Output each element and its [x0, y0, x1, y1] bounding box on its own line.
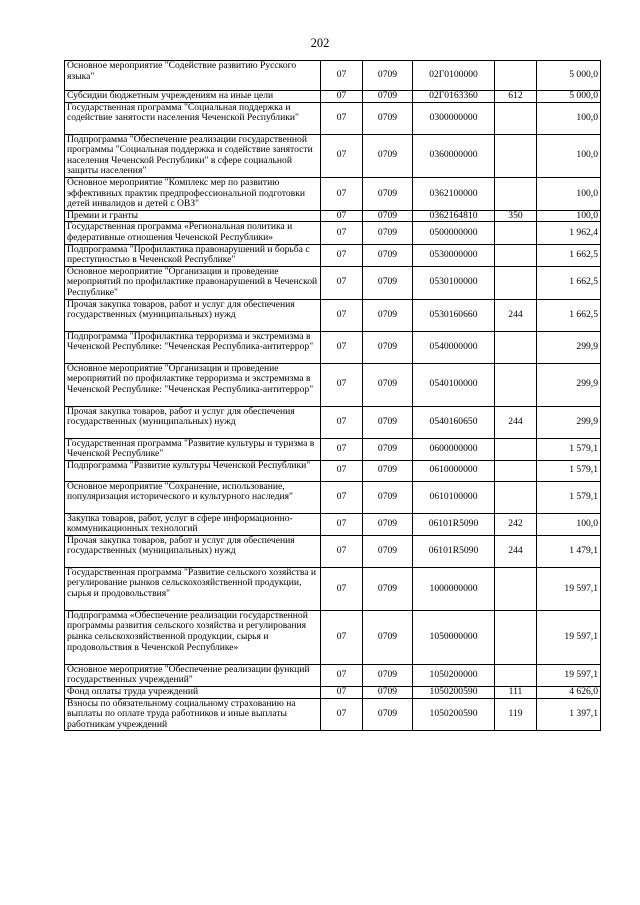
row-target-article: 0600000000 [413, 438, 495, 460]
row-target-article: 0530160660 [413, 299, 495, 331]
row-section: 07 [321, 438, 363, 460]
row-expense-type: 244 [495, 406, 537, 438]
row-target-article: 1050200000 [413, 664, 495, 686]
table-row [65, 134, 601, 177]
row-expense-type [495, 610, 537, 664]
row-section: 07 [321, 698, 363, 731]
row-amount: 1 579,1 [537, 460, 601, 481]
row-target-article: 0362164810 [413, 210, 495, 222]
row-target-article: 1000000000 [413, 567, 495, 610]
row-expense-type [495, 222, 537, 244]
row-amount: 1 479,1 [537, 535, 601, 567]
row-name: Субсидии бюджетным учреждениям на иные цели [65, 91, 321, 103]
row-name: Подпрограмма "Профилактика терроризма и экстремизма в Чеченской Республике: "Чеченская Республика-антитеррор" [65, 331, 321, 363]
row-name: Взносы по обязательному социальному страхованию на выплаты по оплате труда работников и иные выплаты работникам учреждений [65, 698, 321, 731]
row-name: Основное мероприятие "Организация и проведение мероприятий по профилактике терроризма и экстремизма в Чеченской Республике: "Чеченская Республика-антитеррор" [65, 363, 321, 406]
row-expense-type [495, 266, 537, 299]
row-subsection: 0709 [363, 222, 413, 244]
table-row [65, 91, 601, 103]
row-section: 07 [321, 134, 363, 177]
row-amount: 100,0 [537, 513, 601, 535]
row-subsection: 0709 [363, 61, 413, 91]
row-subsection: 0709 [363, 177, 413, 210]
row-expense-type: 244 [495, 535, 537, 567]
row-subsection: 0709 [363, 331, 413, 363]
row-target-article: 0610000000 [413, 460, 495, 481]
row-amount: 1 579,1 [537, 481, 601, 513]
row-expense-type: 244 [495, 299, 537, 331]
row-name: Основное мероприятие "Комплекс мер по развитию эффективных практик предпрофессиональной подготовки детей инвалидов и детей с ОВЗ" [65, 177, 321, 210]
row-amount: 1 962,4 [537, 222, 601, 244]
row-target-article: 0540160650 [413, 406, 495, 438]
table-row [65, 687, 601, 699]
row-target-article: 0360000000 [413, 134, 495, 177]
table-row [65, 299, 601, 331]
row-target-article: 0530100000 [413, 266, 495, 299]
row-target-article: 02Г0100000 [413, 61, 495, 91]
row-subsection: 0709 [363, 406, 413, 438]
row-section: 07 [321, 535, 363, 567]
row-name: Государственная программа "Социальная поддержка и содействие занятости населения Чеченской Республики" [65, 102, 321, 134]
row-expense-type [495, 177, 537, 210]
row-amount: 299,9 [537, 331, 601, 363]
row-expense-type [495, 134, 537, 177]
row-subsection: 0709 [363, 102, 413, 134]
table-row [65, 406, 601, 438]
row-expense-type: 350 [495, 210, 537, 222]
row-name: Прочая закупка товаров, работ и услуг для обеспечения государственных (муниципальных) нужд [65, 406, 321, 438]
row-target-article: 06101R5090 [413, 535, 495, 567]
budget-table [64, 60, 601, 731]
row-target-article: 0610100000 [413, 481, 495, 513]
row-amount: 1 662,5 [537, 266, 601, 299]
row-name: Государственная программа «Региональная политика и федеративные отношения Чеченской Республики» [65, 222, 321, 244]
row-amount: 1 397,1 [537, 698, 601, 731]
row-subsection: 0709 [363, 134, 413, 177]
row-name: Премии и гранты [65, 210, 321, 222]
table-row [65, 481, 601, 513]
row-section: 07 [321, 567, 363, 610]
row-name: Государственная программа "Развитие сельского хозяйства и регулирование рынков сельскохозяйственной продукции, сырья и продовольствия" [65, 567, 321, 610]
row-amount: 299,9 [537, 363, 601, 406]
row-name: Подпрограмма "Обеспечение реализации государственной программы "Социальная поддержка и содействие занятости населения Чеченской Республики" в сфере социальной защиты населения" [65, 134, 321, 177]
row-name: Основное мероприятие "Обеспечение реализации функций государственных учреждений" [65, 664, 321, 686]
row-subsection: 0709 [363, 687, 413, 699]
row-subsection: 0709 [363, 567, 413, 610]
row-subsection: 0709 [363, 460, 413, 481]
table-row [65, 513, 601, 535]
row-expense-type [495, 102, 537, 134]
row-section: 07 [321, 481, 363, 513]
row-subsection: 0709 [363, 363, 413, 406]
row-subsection: 0709 [363, 91, 413, 103]
row-expense-type: 111 [495, 687, 537, 699]
table-row [65, 61, 601, 91]
row-expense-type [495, 567, 537, 610]
row-subsection: 0709 [363, 610, 413, 664]
row-name: Основное мероприятие "Организация и проведение мероприятий по профилактике правонарушений в Чеченской Республике" [65, 266, 321, 299]
row-amount: 100,0 [537, 210, 601, 222]
table-row [65, 331, 601, 363]
row-target-article: 0540100000 [413, 363, 495, 406]
row-amount: 5 000,0 [537, 91, 601, 103]
row-expense-type: 242 [495, 513, 537, 535]
row-section: 07 [321, 244, 363, 266]
row-name: Государственная программа "Развитие культуры и туризма в Чеченской Республике" [65, 438, 321, 460]
table-row [65, 222, 601, 244]
row-target-article: 0362100000 [413, 177, 495, 210]
row-target-article: 0540000000 [413, 331, 495, 363]
row-amount: 4 626,0 [537, 687, 601, 699]
row-section: 07 [321, 102, 363, 134]
row-subsection: 0709 [363, 513, 413, 535]
row-amount: 1 662,5 [537, 299, 601, 331]
row-amount: 19 597,1 [537, 664, 601, 686]
row-subsection: 0709 [363, 698, 413, 731]
row-name: Подпрограмма "Развитие культуры Чеченской Республики" [65, 460, 321, 481]
row-section: 07 [321, 363, 363, 406]
table-row [65, 266, 601, 299]
row-name: Закупка товаров, работ, услуг в сфере информационно-коммуникационных технологий [65, 513, 321, 535]
table-row [65, 177, 601, 210]
table-row [65, 438, 601, 460]
row-section: 07 [321, 331, 363, 363]
table-row [65, 610, 601, 664]
row-target-article: 06101R5090 [413, 513, 495, 535]
row-section: 07 [321, 299, 363, 331]
row-amount: 299,9 [537, 406, 601, 438]
row-expense-type [495, 61, 537, 91]
row-section: 07 [321, 406, 363, 438]
row-target-article: 0530000000 [413, 244, 495, 266]
row-amount: 19 597,1 [537, 567, 601, 610]
row-section: 07 [321, 266, 363, 299]
table-row [65, 102, 601, 134]
row-name: Основное мероприятие "Содействие развитию Русского языка" [65, 61, 321, 91]
row-expense-type [495, 244, 537, 266]
table-row [65, 363, 601, 406]
row-section: 07 [321, 687, 363, 699]
row-expense-type [495, 438, 537, 460]
row-amount: 1 579,1 [537, 438, 601, 460]
row-amount: 5 000,0 [537, 61, 601, 91]
table-row [65, 460, 601, 481]
row-name: Подпрограмма «Обеспечение реализации государственной программы развития сельского хозяйства и регулирования рынка сельскохозяйственной продукции, сырья и продовольствия в Чеченской Республике» [65, 610, 321, 664]
row-target-article: 0300000000 [413, 102, 495, 134]
table-row [65, 535, 601, 567]
row-expense-type [495, 664, 537, 686]
row-name: Основное мероприятие "Сохранение, использование, популяризация исторического и культурного наследия" [65, 481, 321, 513]
row-section: 07 [321, 610, 363, 664]
row-section: 07 [321, 460, 363, 481]
row-expense-type [495, 460, 537, 481]
row-subsection: 0709 [363, 210, 413, 222]
row-section: 07 [321, 61, 363, 91]
table-row [65, 567, 601, 610]
row-section: 07 [321, 664, 363, 686]
row-expense-type [495, 363, 537, 406]
table-row [65, 664, 601, 686]
row-target-article: 0500000000 [413, 222, 495, 244]
row-subsection: 0709 [363, 266, 413, 299]
row-subsection: 0709 [363, 664, 413, 686]
row-subsection: 0709 [363, 299, 413, 331]
page-number: 202 [310, 36, 330, 50]
row-section: 07 [321, 513, 363, 535]
row-target-article: 1050200590 [413, 687, 495, 699]
row-name: Прочая закупка товаров, работ и услуг для обеспечения государственных (муниципальных) нужд [65, 299, 321, 331]
row-expense-type [495, 331, 537, 363]
row-amount: 19 597,1 [537, 610, 601, 664]
row-amount: 100,0 [537, 177, 601, 210]
row-subsection: 0709 [363, 535, 413, 567]
row-section: 07 [321, 91, 363, 103]
row-section: 07 [321, 177, 363, 210]
row-amount: 100,0 [537, 102, 601, 134]
row-target-article: 1050000000 [413, 610, 495, 664]
row-name: Подпрограмма "Профилактика правонарушений и борьба с преступностью в Чеченской Республике" [65, 244, 321, 266]
row-name: Прочая закупка товаров, работ и услуг для обеспечения государственных (муниципальных) нужд [65, 535, 321, 567]
row-section: 07 [321, 222, 363, 244]
row-subsection: 0709 [363, 481, 413, 513]
row-target-article: 02Г0163360 [413, 91, 495, 103]
row-expense-type: 612 [495, 91, 537, 103]
row-target-article: 1050200590 [413, 698, 495, 731]
row-amount: 1 662,5 [537, 244, 601, 266]
table-row [65, 698, 601, 731]
row-subsection: 0709 [363, 244, 413, 266]
row-amount: 100,0 [537, 134, 601, 177]
table-row [65, 210, 601, 222]
row-expense-type [495, 481, 537, 513]
budget-table-body [65, 61, 601, 731]
row-subsection: 0709 [363, 438, 413, 460]
row-section: 07 [321, 210, 363, 222]
row-expense-type: 119 [495, 698, 537, 731]
table-row [65, 244, 601, 266]
row-name: Фонд оплаты труда учреждений [65, 687, 321, 699]
